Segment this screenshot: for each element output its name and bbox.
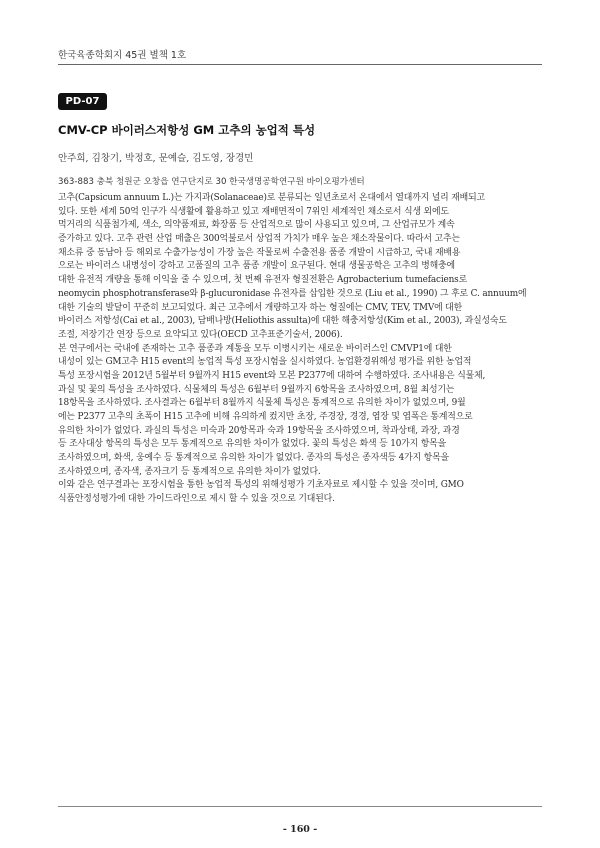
running-head: 한국육종학회지 45권 별책 1호 [58, 50, 187, 61]
body-line: 과실 및 꽃의 특성을 조사하였다. 식물체의 특성은 6월부터 9월까지 6항목을 조사하였으며, 8월 최성기는 [58, 384, 455, 395]
body-line: 18항목을 조사하였다. 조사결과는 6월부터 8월까지 식물체 특성은 통계적으로 유의한 차이가 없었으며, 9월 [58, 398, 466, 409]
body-line: 특성 포장시험을 2012년 5월부터 9월까지 H15 event와 모본 P2377에 대하여 수행하였다. 조사내용은 식물체, [58, 370, 486, 381]
body-line: 먹거리의 식품첨가제, 색소, 의약품재료, 화장품 등 산업적으로 많이 사용되고 있으며, 그 산업규모가 계속 [58, 220, 455, 231]
body-line: neomycin phosphotransferase와 β-glucuronidase 유전자를 삽입한 것으로 (Liu et al., 1990) 그 후로 C. annuum에 [58, 288, 527, 299]
affiliation: 363-883 충북 청원군 오창읍 연구단지로 30 한국생명공학연구원 바이오평가센터 [58, 177, 365, 187]
body-line: 으로는 바이러스 내병성이 강하고 고품질의 고추 품종 개발이 요구된다. 현대 생물공학은 고추의 병해충에 [58, 261, 455, 272]
body-line: 본 연구에서는 국내에 존재하는 고추 품종과 계통을 모두 이병시키는 새로운 바이러스인 CMVP1에 대한 [58, 343, 452, 354]
abstract-title: CMV-CP 바이러스저항성 GM 고추의 농업적 특성 [58, 123, 316, 137]
body-line: 조사하였으며, 종자색, 종자크기 등 통계적으로 유의한 차이가 없었다. [58, 466, 321, 477]
body-line: 내성이 있는 GM고추 H15 event의 농업적 특성 포장시험을 실시하였다. 농업환경위해성 평가를 위한 농업적 [58, 357, 472, 368]
body-line: 이와 같은 연구결과는 포장시험을 통한 농업적 특성의 위해성평가 기초자료로 제시할 수 있을 것이며, GMO [58, 480, 464, 491]
body-line: 조사하였으며, 화색, 웅예수 등 통계적으로 유의한 차이가 없었다. 종자의 특성은 종자색등 4가지 항목을 [58, 453, 449, 464]
body-line: 대한 기술의 발달이 꾸준히 보고되었다. 최근 고추에서 개량하고자 하는 형질에는 CMV, TEV, TMV에 대한 [58, 302, 463, 313]
body-line: 조절, 저장기간 연장 등으로 요약되고 있다(OECD 고추표준기술서, 2006). [58, 329, 343, 340]
body-line: 식품안정성평가에 대한 가이드라인으로 제시 할 수 있을 것으로 기대된다. [58, 494, 335, 505]
body-line: 고추(Capsicum annuum L.)는 가지과(Solanaceae)로 분류되는 일년초로서 온대에서 열대까지 널리 재배되고 [58, 193, 485, 203]
abstract-body [58, 192, 544, 507]
footer-rule [58, 806, 542, 807]
body-line: 유의한 차이가 없었다. 과실의 특성은 미숙과 20항목과 숙과 19항목을 조사하였으며, 착과상태, 과장, 과경 [58, 425, 460, 436]
body-line: 있다. 또한 세계 50억 인구가 식생활에 활용하고 있고 재배면적이 7위인 세계적인 채소로서 식생 외에도 [58, 206, 449, 217]
body-line: 등 조사대상 항목의 특성은 모두 통계적으로 유의한 차이가 없었다. 꽃의 특성은 화색 등 10가지 항목을 [58, 439, 446, 450]
body-line: 대한 유전적 개량을 통해 이익을 줄 수 있으며, 첫 번째 유전자 형질전환은 Agrobacterium tumefaciens로 [58, 275, 467, 286]
body-line: 에는 P2377 고추의 초폭이 H15 고추에 비해 유의하게 컸지만 초장, 주경장, 경경, 엽장 및 엽폭은 통계적으로 [58, 412, 473, 422]
body-line: 채소류 중 동남아 등 해외로 수출가능성이 가장 높은 작물로써 수출전용 품종 개발이 시급하고, 국내 재배용 [58, 247, 461, 258]
body-line: 증가하고 있다. 고추 관련 산업 매출은 300억불로서 상업적 가치가 매우 높은 채소작물이다. 따라서 고추는 [58, 234, 460, 245]
body-line: 바이러스 저항성(Cai et al., 2003), 담배나방(Heliothis assulta)에 대한 해충저항성(Kim et al., 2003), 과실성숙도 [58, 316, 507, 327]
page-number: - 160 - [282, 824, 318, 835]
author-list: 안주희, 김창기, 박정호, 문예슬, 김도영, 장경민 [58, 153, 254, 164]
header-rule [58, 64, 542, 65]
abstract-id-badge: PD-07 [58, 93, 107, 110]
